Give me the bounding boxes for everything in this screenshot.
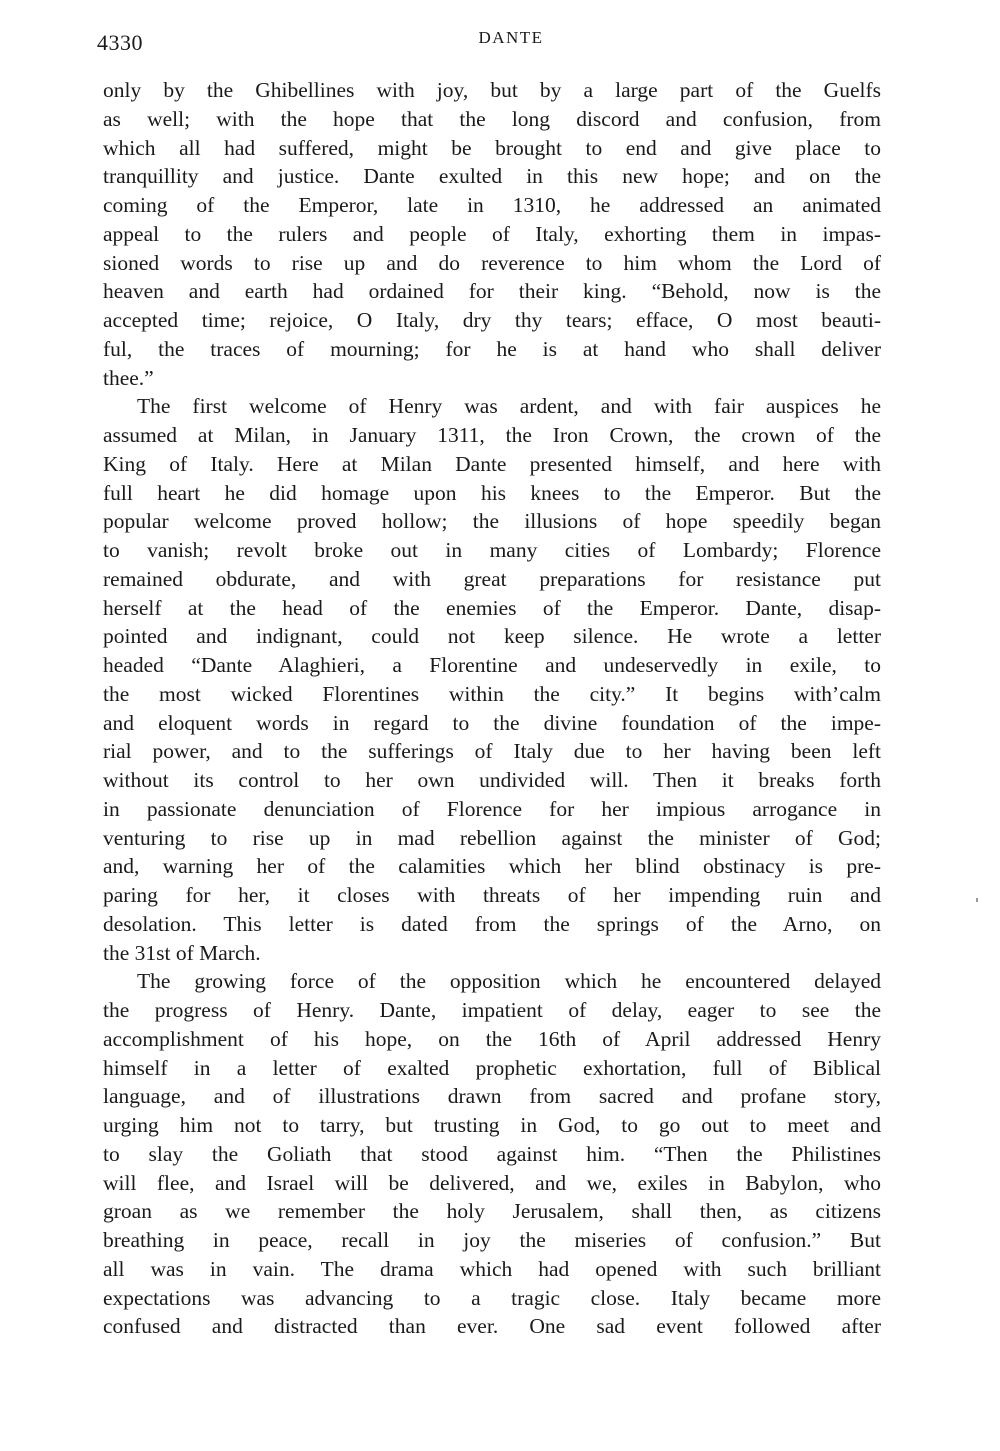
text-line: all was in vain. The drama which had opened with such brilliant <box>103 1256 881 1281</box>
text-line: herself at the head of the enemies of the Emperor. Dante, disap- <box>103 595 881 620</box>
text-line: rial power, and to the sufferings of Italy due to her having been left <box>103 739 881 764</box>
text-line: expectations was advancing to a tragic close. Italy became more <box>103 1285 881 1310</box>
text-line: King of Italy. Here at Milan Dante presented himself, and here with <box>103 451 881 476</box>
paragraph <box>103 76 881 392</box>
text-line: accomplishment of his hope, on the 16th of April addressed Henry <box>103 1026 881 1051</box>
text-line: to slay the Goliath that stood against him. “Then the Philistines <box>103 1141 881 1166</box>
text-line: accepted time; rejoice, O Italy, dry thy tears; efface, O most beauti- <box>103 308 881 332</box>
text-line: The first welcome of Henry was ardent, and with fair auspices he <box>137 394 881 419</box>
text-line: appeal to the rulers and people of Italy, exhorting them in impas- <box>103 221 881 246</box>
text-line: full heart he did homage upon his knees to the Emperor. But the <box>103 480 881 505</box>
paragraph <box>103 392 881 967</box>
page-header <box>0 24 1000 54</box>
text-line: which all had suffered, might be brought to end and give place to <box>103 135 881 160</box>
text-line: himself in a letter of exalted prophetic exhortation, full of Biblical <box>103 1055 881 1080</box>
text-line: and, warning her of the calamities which her blind obstinacy is pre- <box>103 854 881 879</box>
body-text <box>103 76 881 1341</box>
text-line: language, and of illustrations drawn from sacred and profane story, <box>103 1084 881 1109</box>
scan-speck <box>976 898 978 902</box>
text-line: The growing force of the opposition which he encountered delayed <box>137 969 881 994</box>
text-line: thee.” <box>103 365 154 390</box>
text-line: without its control to her own undivided will. Then it breaks forth <box>103 768 881 792</box>
text-line: the progress of Henry. Dante, impatient of delay, eager to see the <box>103 998 881 1022</box>
text-line: tranquillity and justice. Dante exulted in this new hope; and on the <box>103 164 881 189</box>
text-line: and eloquent words in regard to the divine foundation of the impe- <box>103 710 881 735</box>
text-line: ful, the traces of mourning; for he is at hand who shall deliver <box>103 336 881 361</box>
text-line: only by the Ghibellines with joy, but by a large part of the Guelfs <box>103 78 881 102</box>
text-line: urging him not to tarry, but trusting in God, to go out to meet and <box>103 1113 881 1137</box>
text-line: headed “Dante Alaghieri, a Florentine and undeservedly in exile, to <box>103 653 881 677</box>
paragraph <box>103 967 881 1341</box>
text-line: the most wicked Florentines within the city.” It begins with’calm <box>103 681 881 706</box>
text-line: remained obdurate, and with great preparations for resistance put <box>103 566 881 591</box>
text-line: breathing in peace, recall in joy the miseries of confusion.” But <box>103 1228 881 1252</box>
text-line: in passionate denunciation of Florence for her impious arrogance in <box>103 796 881 821</box>
text-line: paring for her, it closes with threats of her impending ruin and <box>103 883 881 907</box>
text-line: the 31st of March. <box>103 940 261 965</box>
text-line: sioned words to rise up and do reverence to him whom the Lord of <box>103 250 881 275</box>
text-line: popular welcome proved hollow; the illusions of hope speedily began <box>103 509 881 534</box>
text-line: pointed and indignant, could not keep silence. He wrote a letter <box>103 624 881 649</box>
text-line: as well; with the hope that the long discord and confusion, from <box>103 106 881 131</box>
page-number: 4330 <box>97 30 143 55</box>
text-line: groan as we remember the holy Jerusalem, shall then, as citizens <box>103 1199 881 1224</box>
running-title: DANTE <box>478 28 544 47</box>
text-line: venturing to rise up in mad rebellion against the minister of God; <box>103 825 881 850</box>
text-line: coming of the Emperor, late in 1310, he addressed an animated <box>103 193 881 217</box>
text-line: confused and distracted than ever. One sad event followed after <box>103 1314 881 1339</box>
text-line: assumed at Milan, in January 1311, the Iron Crown, the crown of the <box>103 423 881 447</box>
text-line: desolation. This letter is dated from the springs of the Arno, on <box>103 911 881 936</box>
text-line: will flee, and Israel will be delivered, and we, exiles in Babylon, who <box>103 1170 881 1195</box>
text-line: heaven and earth had ordained for their king. “Behold, now is the <box>103 279 881 304</box>
text-line: to vanish; revolt broke out in many cities of Lombardy; Florence <box>103 538 881 562</box>
